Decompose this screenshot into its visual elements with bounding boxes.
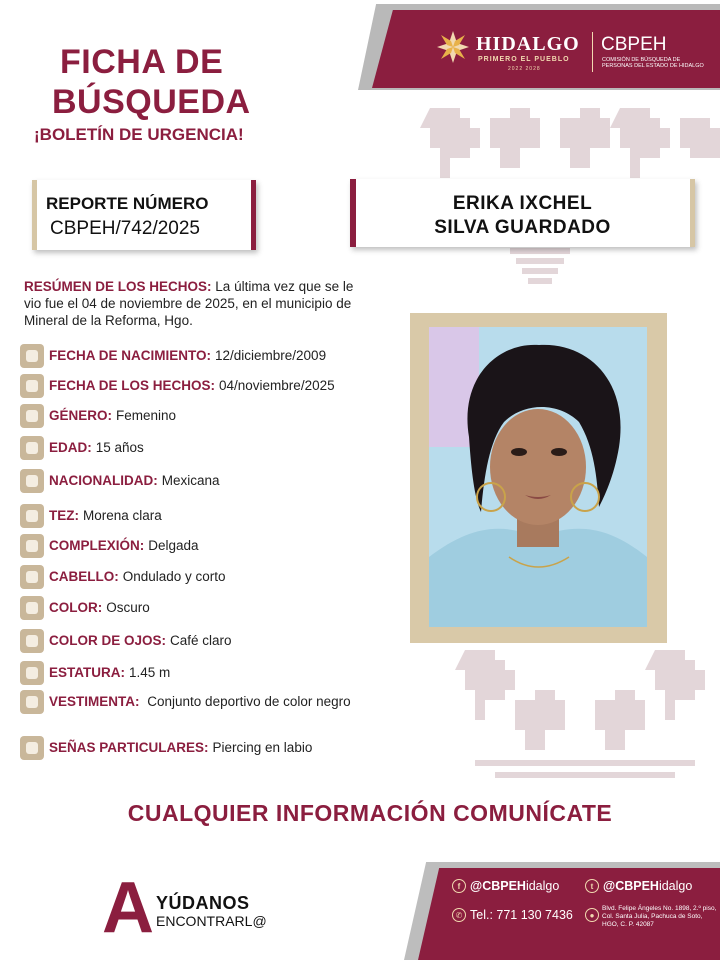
detail-value: Oscuro [106, 600, 150, 615]
encontrarla-text: ENCONTRARL@ [156, 913, 267, 929]
shirt-icon [20, 690, 44, 714]
person-first-names: ERIKA IXCHEL [452, 193, 593, 214]
id-card-icon [20, 469, 44, 493]
detail-label: EDAD: [49, 440, 92, 455]
person-portrait-image [429, 327, 647, 627]
detail-value: Café claro [170, 633, 232, 648]
detail-label: GÉNERO: [49, 408, 113, 423]
twitter-icon: t [585, 879, 599, 893]
detail-label: TEZ: [49, 508, 79, 523]
detail-value: 04/noviembre/2025 [219, 378, 335, 393]
detail-clothing-text [49, 694, 351, 710]
detail-gender [20, 408, 360, 428]
detail-value: Ondulado y corto [122, 569, 226, 584]
calendar-icon [20, 374, 44, 398]
cake-icon [20, 344, 44, 368]
detail-eye-color [20, 633, 360, 653]
urgency-subtitle: ¡BOLETÍN DE URGENCIA! [34, 125, 244, 144]
detail-label: CABELLO: [49, 569, 119, 584]
marks-icon [20, 736, 44, 760]
detail-marks [20, 740, 360, 760]
address-text: Blvd. Felipe Ángeles No. 1898, 2.º piso, Col. Santa Julia, Pachuca de Soto, HGO, C. P. 42087 [602, 905, 717, 929]
decorative-bird-pattern-bottom [455, 640, 720, 790]
detail-value: Mexicana [161, 473, 220, 488]
report-number-box [32, 180, 256, 250]
page-title-line2: BÚSQUEDA [52, 83, 251, 121]
hidalgo-slogan: PRIMERO EL PUEBLO [478, 56, 570, 63]
summary-paragraph [24, 278, 356, 329]
detail-value: Delgada [148, 538, 199, 553]
detail-age [20, 440, 360, 460]
body-icon [20, 534, 44, 558]
report-label: REPORTE NÚMERO [46, 194, 209, 213]
detail-value: 12/diciembre/2009 [215, 348, 327, 363]
detail-label: NACIONALIDAD: [49, 473, 158, 488]
hidalgo-years: 2022 2028 [508, 66, 541, 72]
detail-height [20, 665, 360, 685]
person-name-box [350, 179, 695, 247]
detail-clothing [20, 694, 360, 714]
detail-label: VESTIMENTA: [49, 694, 140, 709]
phone-icon: ✆ [452, 908, 466, 922]
ruler-icon [20, 661, 44, 685]
summary-text: La última vez que se le vio fue el 04 de noviembre de 2025, en el municipio de Mineral de la Reforma, Hgo. [24, 279, 354, 328]
detail-label: FECHA DE NACIMIENTO: [49, 348, 211, 363]
person-photo [429, 327, 647, 627]
location-pin-icon: ● [585, 908, 599, 922]
skin-icon [20, 504, 44, 528]
eye-icon [20, 629, 44, 653]
detail-value: 1.45 m [129, 665, 171, 680]
detail-incident-date [20, 378, 360, 398]
gender-icon [20, 404, 44, 428]
cbpeh-full-name: COMISIÓN DE BÚSQUEDA DE PERSONAS DEL ESTADO DE HIDALGO [602, 57, 704, 70]
twitter-handle-rest: idalgo [658, 879, 693, 893]
ayudanos-text: YÚDANOS [156, 893, 250, 913]
call-to-action: CUALQUIER INFORMACIÓN COMUNÍCATE [127, 800, 613, 826]
cbpeh-logo-text: CBPEH [601, 34, 667, 55]
facebook-handle-rest: idalgo [525, 879, 560, 893]
age-icon [20, 436, 44, 460]
report-box-accent-right [251, 180, 256, 250]
person-last-names: SILVA GUARDADO [434, 217, 611, 238]
detail-skin [20, 508, 360, 528]
photo-frame [410, 313, 667, 643]
detail-value: Femenino [116, 408, 177, 423]
phone-contact[interactable] [452, 908, 573, 922]
facebook-handle-bold: @CBPEH [470, 879, 526, 893]
detail-value: Conjunto deportivo de color negro [147, 694, 351, 709]
detail-build [20, 538, 360, 558]
hair-icon [20, 565, 44, 589]
phone-number: Tel.: 771 130 7436 [470, 908, 573, 922]
detail-hair [20, 569, 360, 589]
logo-divider [592, 32, 593, 72]
detail-value: 15 años [95, 440, 144, 455]
detail-label: ESTATURA: [49, 665, 125, 680]
ayudanos-big-letter: A [102, 868, 154, 948]
detail-value: Piercing en labio [212, 740, 313, 755]
detail-label: COLOR: [49, 600, 103, 615]
page-title-line1: FICHA DE [60, 43, 224, 81]
detail-birthdate [20, 348, 360, 368]
detail-label: COMPLEXIÓN: [49, 538, 145, 553]
detail-hair-color [20, 600, 360, 620]
hidalgo-flower-logo-icon [436, 30, 470, 64]
detail-value: Morena clara [83, 508, 162, 523]
twitter-contact[interactable] [585, 879, 692, 893]
detail-label: FECHA DE LOS HECHOS: [49, 378, 216, 393]
detail-label: SEÑAS PARTICULARES: [49, 740, 209, 755]
summary-label: RESÚMEN DE LOS HECHOS: [24, 279, 212, 294]
twitter-handle-bold: @CBPEH [603, 879, 659, 893]
detail-label: COLOR DE OJOS: [49, 633, 167, 648]
facebook-icon: f [452, 879, 466, 893]
facebook-contact[interactable] [452, 879, 559, 893]
report-box-accent-left [32, 180, 37, 250]
detail-nationality [20, 473, 360, 493]
report-number: CBPEH/742/2025 [50, 218, 200, 239]
hidalgo-logo-text: HIDALGO [476, 33, 580, 55]
color-icon [20, 596, 44, 620]
